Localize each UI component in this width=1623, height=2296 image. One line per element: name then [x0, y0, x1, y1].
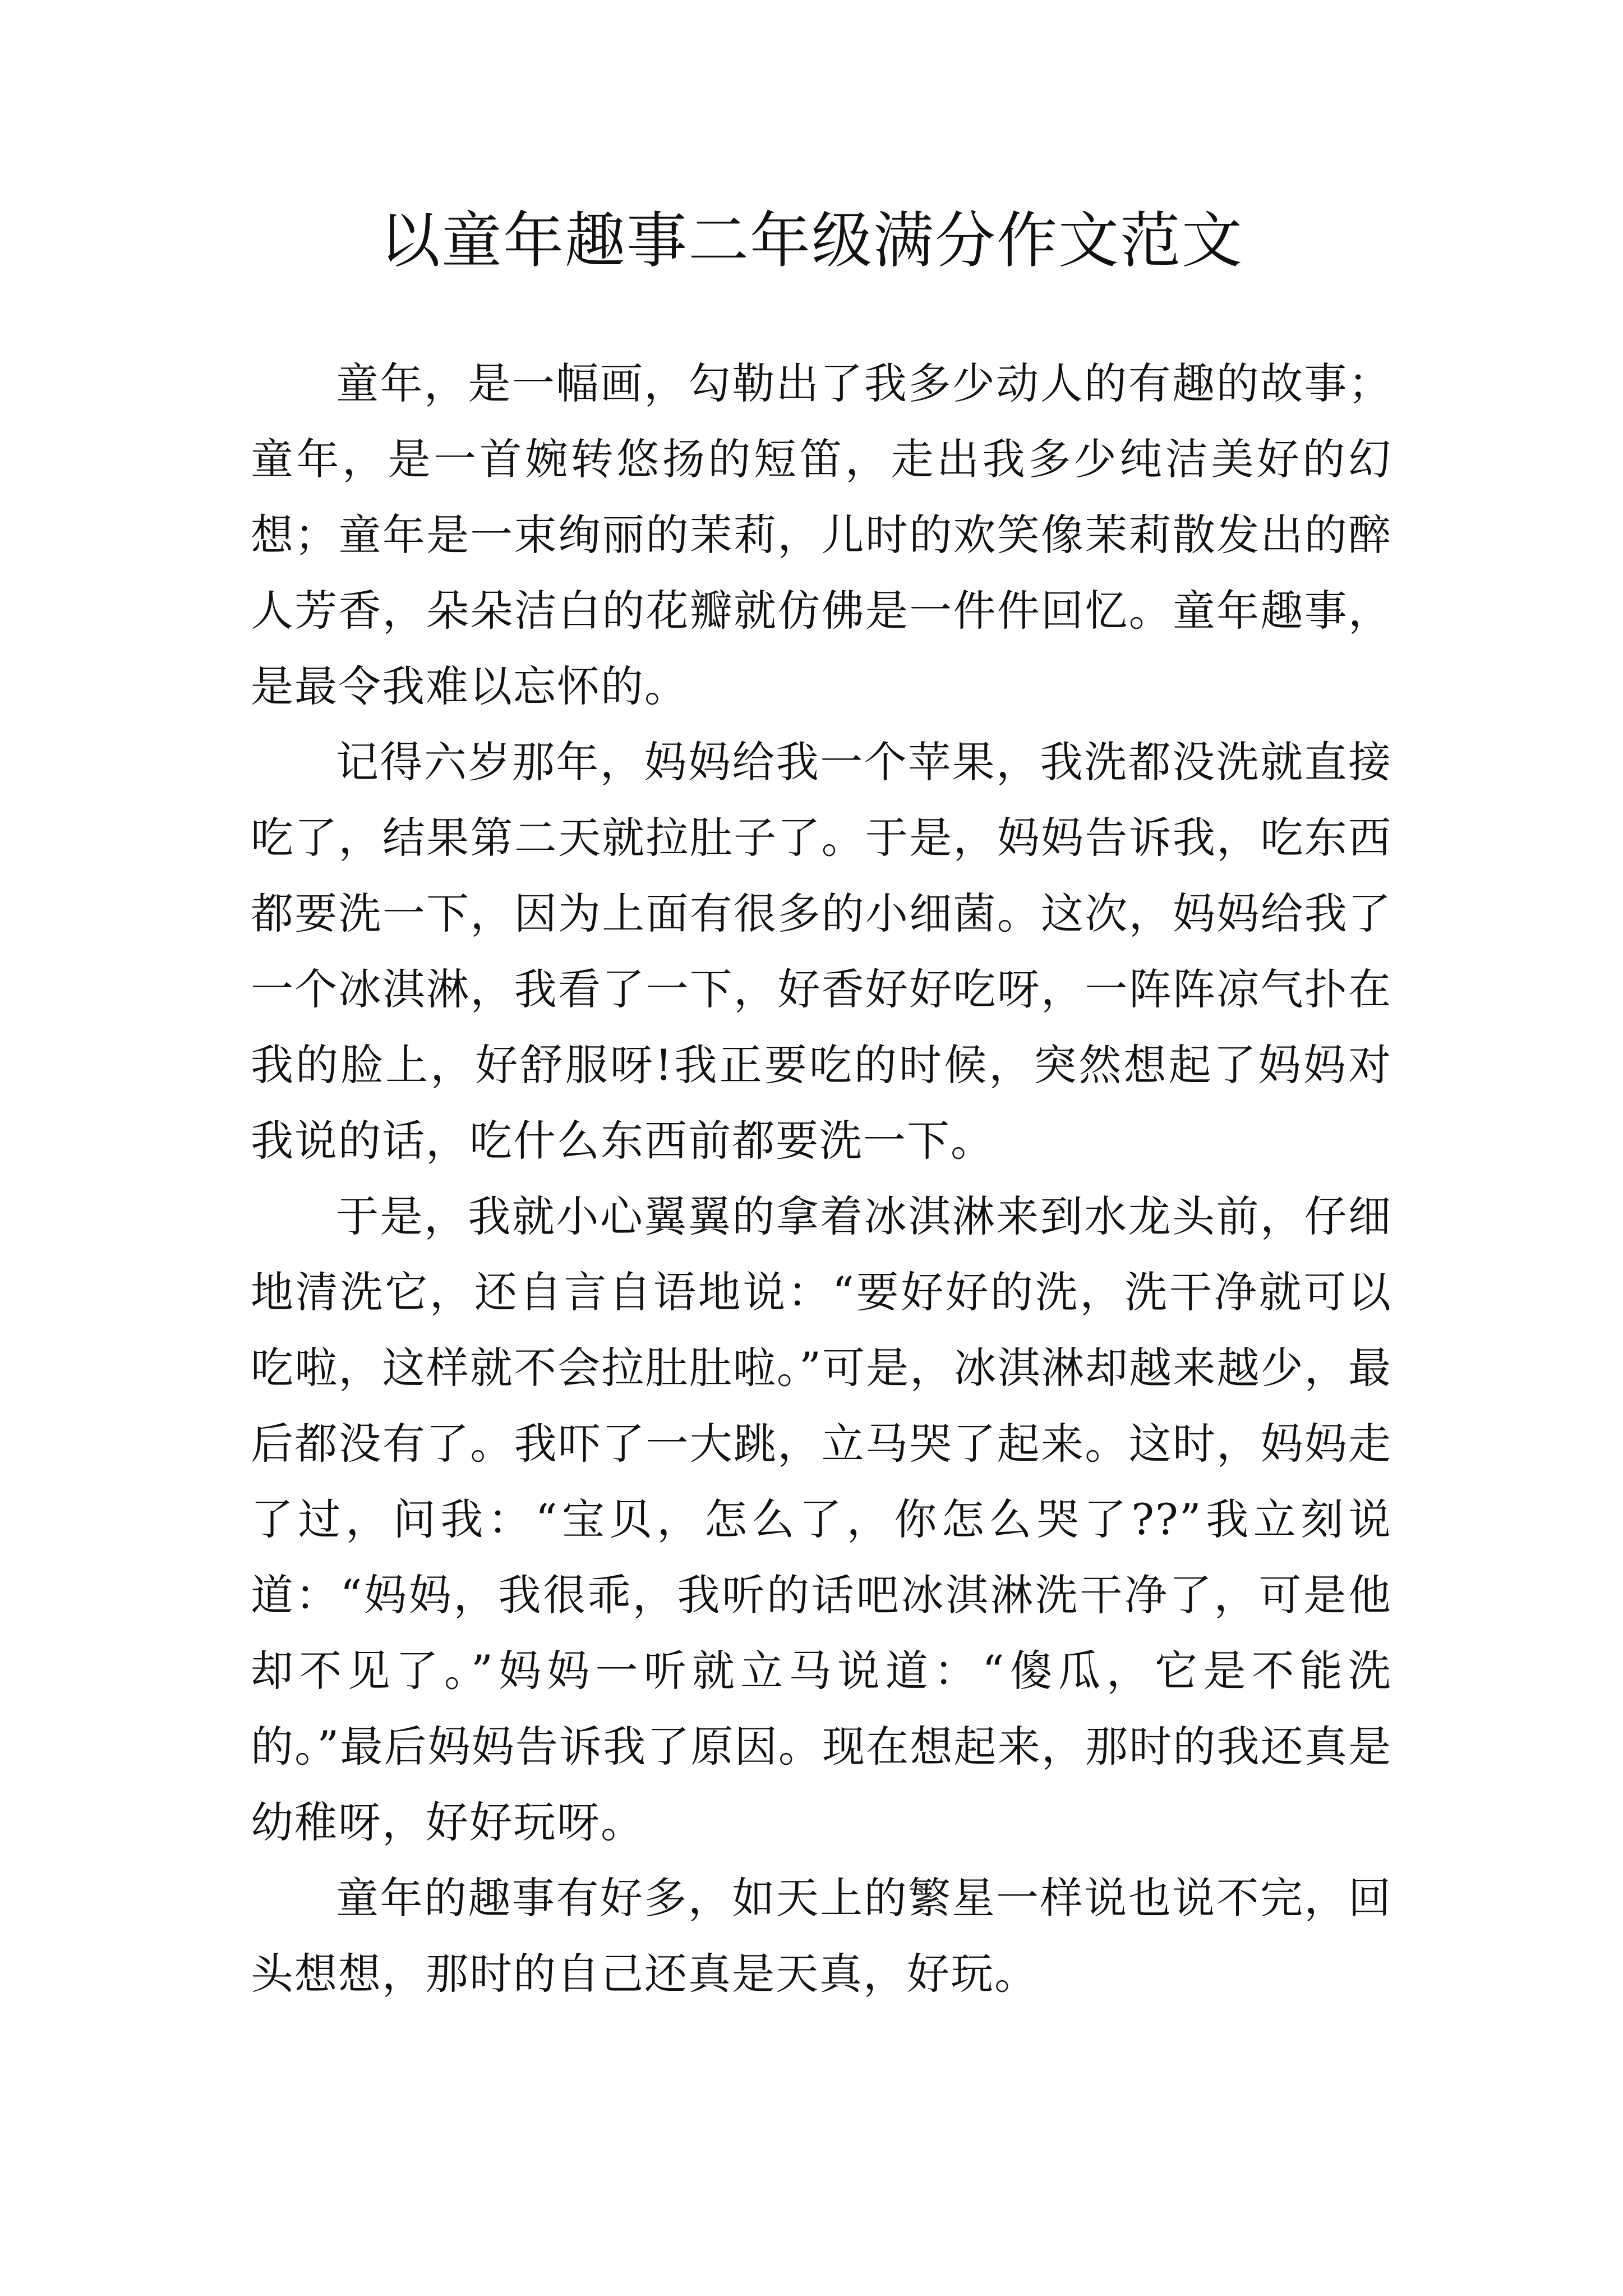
paragraph-4: 童年的趣事有好多，如天上的繁星一样说也说不完，回头想想，那时的自己还真是天真，好玩。 [251, 1873, 1392, 1999]
document-body [251, 346, 1392, 2012]
paragraph-2: 记得六岁那年，妈妈给我一个苹果，我洗都没洗就直接吃了，结果第二天就拉肚子了。于是，妈妈告诉我，吃东西都要洗一下，因为上面有很多的小细菌。这次，妈妈给我了一个冰淇淋，我看了一下，好香好好吃呀，一阵阵凉气扑在我的脸上，好舒服呀!我正要吃的时候，突然想起了妈妈对我说的话，吃什么东西前都要洗一下。 [251, 737, 1392, 1166]
paragraph-3: 于是，我就小心翼翼的拿着冰淇淋来到水龙头前，仔细地清洗它，还自言自语地说：“要好好的洗，洗干净就可以吃啦，这样就不会拉肚肚啦。”可是，冰淇淋却越来越少，最后都没有了。我吓了一大跳，立马哭了起来。这时，妈妈走了过，问我：“宝贝，怎么了，你怎么哭了??”我立刻说道：“妈妈，我很乖，我听的话吧冰淇淋洗干净了，可是他却不见了。”妈妈一听就立马说道：“傻瓜，它是不能洗的。”最后妈妈告诉我了原因。现在想起来，那时的我还真是幼稚呀，好好玩呀。 [251, 1191, 1392, 1847]
document-title: 以童年趣事二年级满分作文范文 [379, 206, 1243, 276]
paragraph-1: 童年，是一幅画，勾勒出了我多少动人的有趣的故事；童年，是一首婉转悠扬的短笛，走出我多少纯洁美好的幻想；童年是一束绚丽的茉莉，儿时的欢笑像茉莉散发出的醉人芳香，朵朵洁白的花瓣就仿佛是一件件回忆。童年趣事，是最令我难以忘怀的。 [251, 358, 1392, 711]
